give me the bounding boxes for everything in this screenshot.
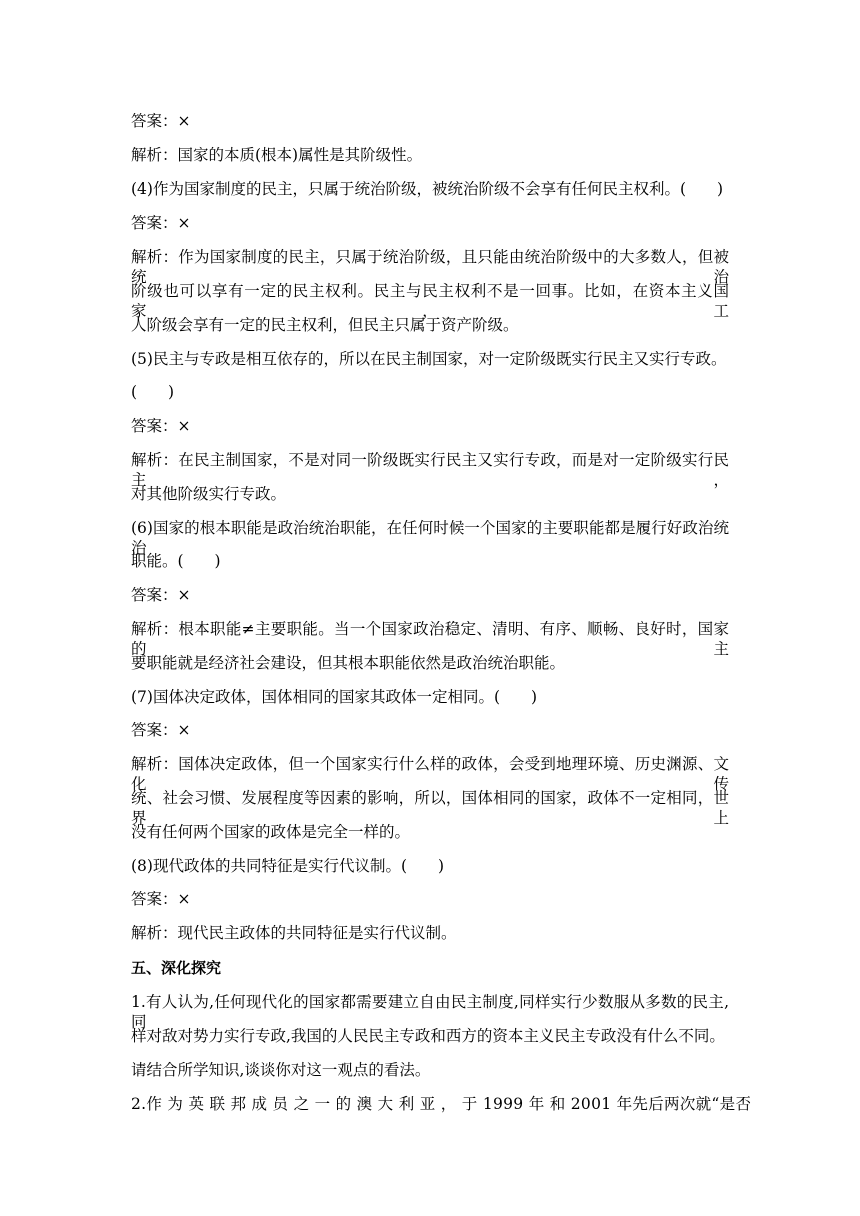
inquiry-question-2: 2.作 为 英 联 邦 成 员 之 一 的 澳 大 利 亚 ， 于 1999 年 和 2001 年先后两次就“是否 [131, 1095, 752, 1113]
question-5-blank: ( ) [131, 383, 175, 401]
analysis-line: 解析：国体决定政体，但一个国家实行什么样的政体，会受到地理环境、历史渊源、文化传 [131, 755, 729, 793]
question-4: (4)作为国家制度的民主，只属于统治阶级，被统治阶级不会享有任何民主权利。( ) [131, 180, 724, 198]
inquiry-question-1: 1.有人认为,任何现代化的国家都需要建立自由民主制度,同样实行少数服从多数的民主,同 [131, 993, 729, 1031]
analysis-line: 解析：在民主制国家，不是对同一阶级既实行民主又实行专政，而是对一定阶级实行民主， [131, 451, 729, 489]
question-5: (5)民主与专政是相互依存的，所以在民主制国家，对一定阶级既实行民主又实行专政。 [131, 350, 727, 368]
analysis-line: 对其他阶级实行专政。 [131, 485, 287, 503]
section-heading: 五、深化探究 [131, 959, 222, 977]
inquiry-question-1: 请结合所学知识,谈谈你对这一观点的看法。 [131, 1061, 431, 1079]
answer-line: 答案：× [131, 214, 191, 232]
analysis-line: 要职能就是经济社会建设，但其根本职能依然是政治统治职能。 [131, 654, 566, 672]
analysis-line: 统、社会习惯、发展程度等因素的影响，所以，国体相同的国家，政体不一定相同，世界上 [131, 789, 729, 827]
analysis-line: 人阶级会享有一定的民主权利，但民主只属于资产阶级。 [131, 316, 519, 334]
answer-line: 答案：× [131, 417, 191, 435]
answer-line: 答案：× [131, 112, 191, 130]
analysis-line: 解析：作为国家制度的民主，只属于统治阶级，且只能由统治阶级中的大多数人，但被统治 [131, 248, 729, 286]
question-7: (7)国体决定政体，国体相同的国家其政体一定相同。( ) [131, 688, 538, 706]
analysis-line: 没有任何两个国家的政体是完全一样的。 [131, 823, 411, 841]
question-6: 职能。( ) [131, 552, 221, 570]
question-6: (6)国家的根本职能是政治统治职能，在任何时候一个国家的主要职能都是履行好政治统治 [131, 519, 729, 557]
inquiry-question-1: 样对敌对势力实行专政,我国的人民民主专政和西方的资本主义民主专政没有什么不同。 [131, 1027, 725, 1045]
answer-line: 答案：× [131, 586, 191, 604]
analysis-line: 解析：现代民主政体的共同特征是实行代议制。 [131, 924, 457, 942]
analysis-line: 阶级也可以享有一定的民主权利。民主与民主权利不是一回事。比如，在资本主义国家，工 [131, 282, 729, 320]
analysis-line: 解析：国家的本质(根本)属性是其阶级性。 [131, 146, 423, 164]
answer-line: 答案：× [131, 721, 191, 739]
question-8: (8)现代政体的共同特征是实行代议制。( ) [131, 857, 445, 875]
answer-line: 答案：× [131, 890, 191, 908]
analysis-line: 解析：根本职能≠主要职能。当一个国家政治稳定、清明、有序、顺畅、良好时，国家的主 [131, 620, 729, 658]
